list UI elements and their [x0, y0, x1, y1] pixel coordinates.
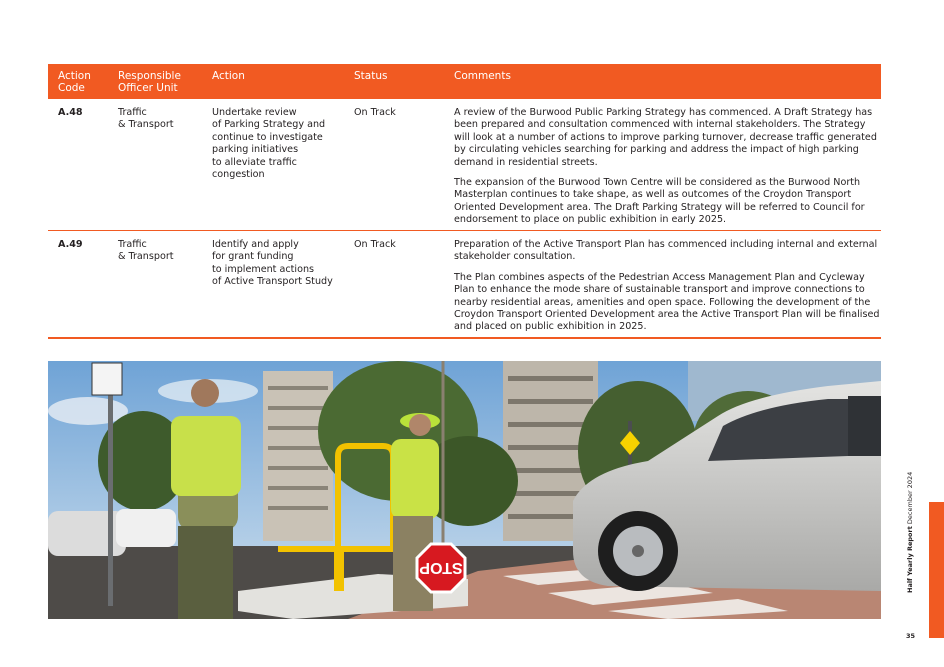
table-row — [48, 231, 881, 339]
status-text: On Track — [354, 107, 396, 118]
side-tab — [929, 502, 944, 638]
status-text: On Track — [354, 239, 396, 250]
report-title: Half Yearly Report — [906, 526, 914, 593]
comments — [454, 107, 882, 235]
comments — [454, 239, 882, 342]
photo-illustration — [48, 361, 881, 619]
report-label — [906, 471, 920, 593]
page-number: 35 — [906, 632, 916, 640]
responsible-unit: Traffic & Transport — [118, 107, 174, 131]
header-action-code: Action Code — [58, 70, 91, 94]
header-action: Action — [212, 70, 245, 82]
report-date: December 2024 — [906, 471, 914, 525]
comment-paragraph: The Plan combines aspects of the Pedestrian Access Management Plan and Cycleway Plan to enhance the mode share of sustainable transport and improve connections to nearby residential areas, amenities and open space. Following the development of the Croydon Transport Oriented Development area the Active Transport Plan will be finalised and placed on public exhibition in 2025. — [454, 271, 880, 333]
header-responsible-unit: Responsible Officer Unit — [118, 70, 181, 94]
responsible-unit: Traffic & Transport — [118, 239, 174, 263]
comment-paragraph: A review of the Burwood Public Parking Strategy has commenced. A Draft Strategy has been prepared and consultation commenced with internal stakeholders. The Strategy will look at a number of actions to improve parking turnover, decrease traffic generated by circulating vehicles searching for parking and address the impact of high parking demand in residential streets. — [454, 107, 877, 168]
header-status: Status — [354, 70, 388, 82]
stop-sign-text: STOP — [419, 559, 463, 576]
action-text: Identify and apply for grant funding to implement actions of Active Transport Study — [212, 239, 333, 288]
street-crossing-photo — [48, 361, 881, 619]
action-code: A.48 — [58, 107, 83, 118]
action-text: Undertake review of Parking Strategy and continue to investigate parking initiatives to alleviate traffic congestion — [212, 107, 326, 181]
header-comments: Comments — [454, 70, 511, 82]
table-header — [48, 64, 881, 99]
action-code: A.49 — [58, 239, 83, 250]
action-table — [48, 64, 881, 339]
comment-paragraph: The expansion of the Burwood Town Centre will be considered as the Burwood North Masterplan continues to take shape, as well as outcomes of the Croydon Transport Oriented Development area. The Draft Parking Strategy will be referred to Council for endorsement to place on public exhibition in early 2025. — [454, 177, 865, 226]
table-row — [48, 99, 881, 231]
comment-paragraph: Preparation of the Active Transport Plan has commenced including internal and external stakeholder consultation. — [454, 239, 878, 263]
